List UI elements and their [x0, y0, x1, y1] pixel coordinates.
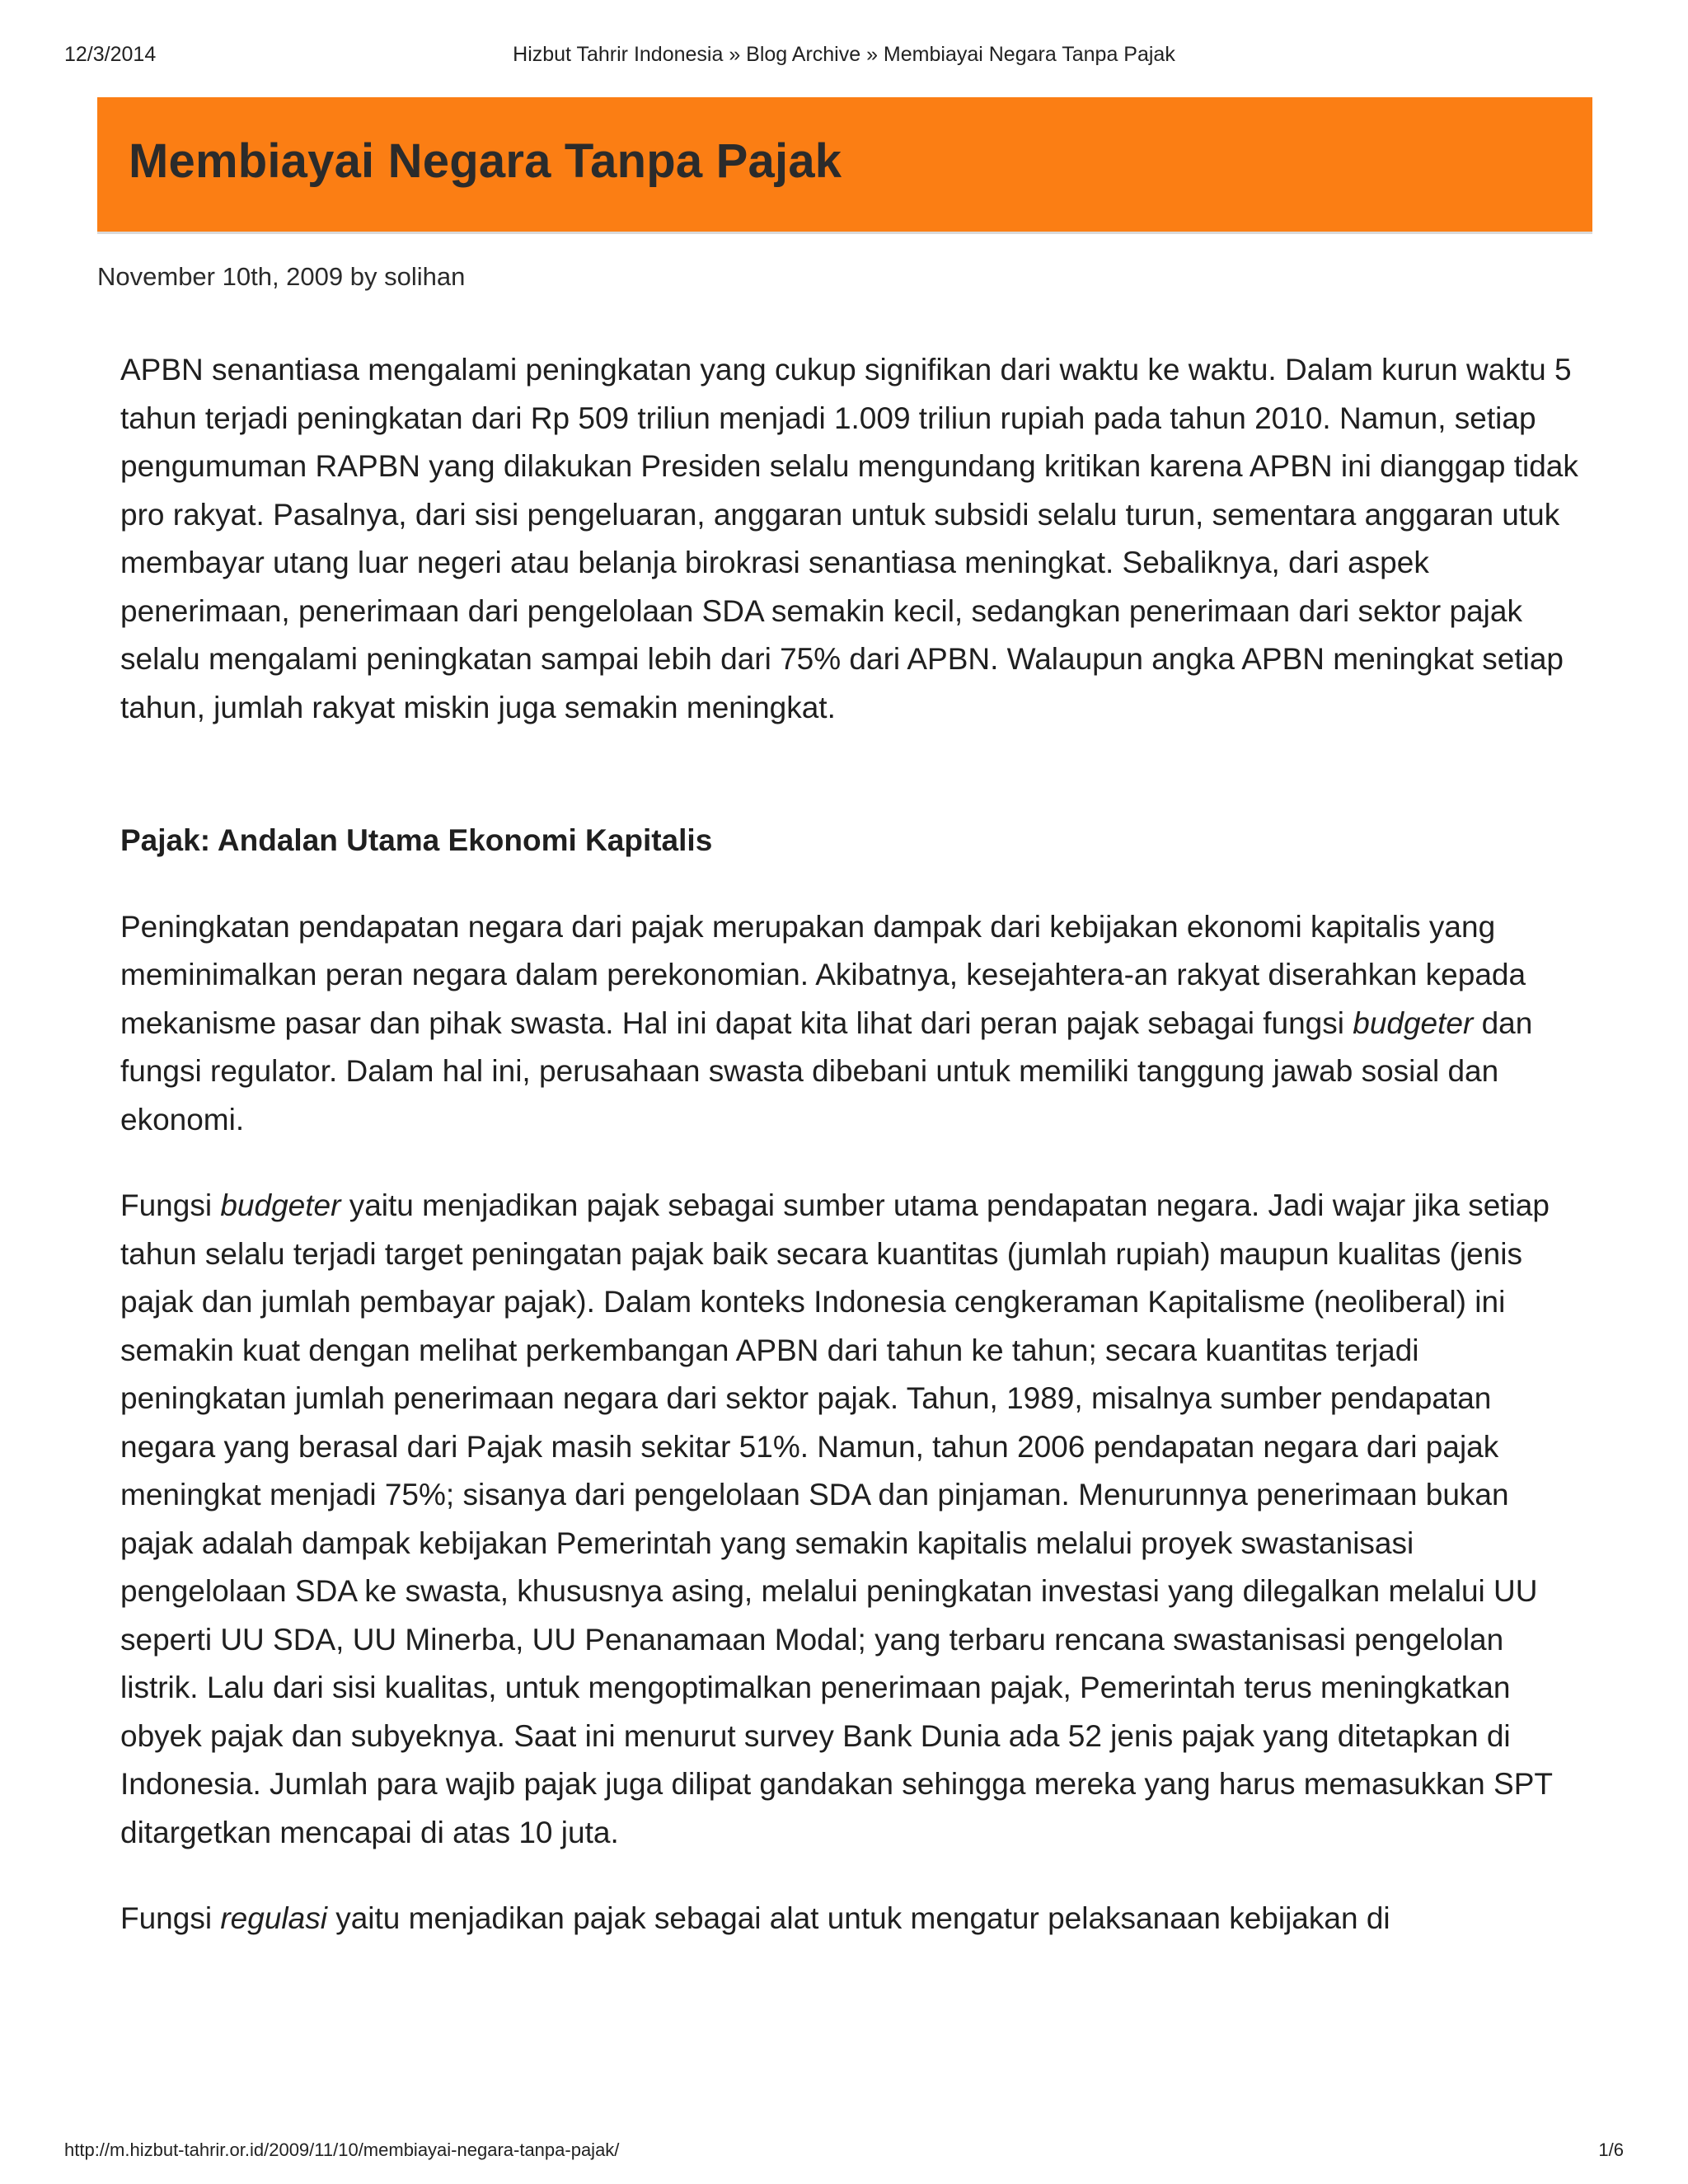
section-heading: Pajak: Andalan Utama Ekonomi Kapitalis	[120, 823, 713, 857]
print-page-title: Hizbut Tahrir Indonesia » Blog Archive » Membiayai Negara Tanpa Pajak	[513, 43, 1175, 66]
italic-term: regulasi	[220, 1901, 327, 1935]
article-title: Membiayai Negara Tanpa Pajak	[129, 134, 842, 188]
paragraph-text: Peningkatan pendapatan negara dari pajak merupakan dampak dari kebijakan ekonomi kapitalis yang meminimalkan peran negara dalam perekonomian. Akibatnya, kesejahtera-an rakyat diserahkan kepada mekanisme pasar dan pihak swasta. Hal ini dapat kita lihat dari peran pajak sebagai fungsi	[120, 909, 1526, 1040]
print-date: 12/3/2014	[64, 43, 157, 66]
paragraph-text: yaitu menjadikan pajak sebagai sumber utama pendapatan negara. Jadi wajar jika setiap tahun selalu terjadi target peningatan pajak baik secara kuantitas (jumlah rupiah) maupun kualitas (jenis pajak dan jumlah pembayar pajak). Dalam konteks Indonesia cengkeraman Kapitalisme (neoliberal) ini semakin kuat dengan melihat perkembangan APBN dari tahun ke tahun; secara kuantitas terjadi peningkatan jumlah penerimaan negara dari sektor pajak. Tahun, 1989, misalnya sumber pendapatan negara yang berasal dari Pajak masih sekitar 51%. Namun, tahun 2006 pendapatan negara dari pajak meningkat menjadi 75%; sisanya dari pengelolaan SDA dan pinjaman. Menurunnya penerimaan bukan pajak adalah dampak kebijakan Pemerintah yang semakin kapitalis melalui proyek swastanisasi pengelolaan SDA ke swasta, khususnya asing, melalui peningkatan investasi yang dilegalkan melalui UU seperti UU SDA, UU Minerba, UU Penanamaan Modal; yang terbaru rencana swastanisasi pengelolan listrik. Lalu dari sisi kualitas, untuk mengoptimalkan penerimaan pajak, Pemerintah terus meningkatkan obyek pajak dan subyeknya. Saat ini menurut survey Bank Dunia ada 52 jenis pajak yang ditetapkan di Indonesia. Jumlah para wajib pajak juga dilipat gandakan sehingga mereka yang harus memasukkan SPT ditargetkan mencapai di atas 10 juta.	[120, 1188, 1553, 1849]
paragraph-text: Fungsi	[120, 1901, 221, 1935]
paragraph-regulasi-function	[120, 1895, 1587, 1943]
paragraph-budgeter-intro	[120, 903, 1587, 1145]
paragraph-text: Fungsi	[120, 1188, 221, 1222]
italic-term: budgeter	[220, 1188, 341, 1222]
page-number: 1/6	[1598, 2139, 1624, 2160]
print-header	[64, 43, 1624, 76]
italic-term: budgeter	[1353, 1005, 1474, 1040]
title-banner	[97, 97, 1592, 232]
paragraph-text: yaitu menjadikan pajak sebagai alat untuk mengatur pelaksanaan kebijakan di	[326, 1901, 1390, 1935]
paragraph-budgeter-function	[120, 1182, 1587, 1857]
article-body	[120, 346, 1587, 1981]
page-url: http://m.hizbut-tahrir.or.id/2009/11/10/membiayai-negara-tanpa-pajak/	[64, 2139, 620, 2160]
lead-paragraph: APBN senantiasa mengalami peningkatan yang cukup signifikan dari waktu ke waktu. Dalam kurun waktu 5 tahun terjadi peningkatan dari Rp 509 triliun menjadi 1.009 triliun rupiah pada tahun 2010. Namun, setiap pengumuman RAPBN yang dilakukan Presiden selalu mengundang kritikan karena APBN ini dianggap tidak pro rakyat. Pasalnya, dari sisi pengeluaran, anggaran untuk subsidi selalu turun, sementara anggaran utuk membayar utang luar negeri atau belanja birokrasi senantiasa meningkat. Sebaliknya, dari aspek penerimaan, penerimaan dari pengelolaan SDA semakin kecil, sedangkan penerimaan dari sektor pajak selalu mengalami peningkatan sampai lebih dari 75% dari APBN. Walaupun angka APBN meningkat setiap tahun, jumlah rakyat miskin juga semakin meningkat.	[120, 353, 1578, 724]
paragraph-text: dan fungsi regulator. Dalam hal ini, perusahaan swasta dibebani untuk memiliki tanggung jawab sosial dan ekonomi.	[120, 1005, 1533, 1137]
post-meta: November 10th, 2009 by solihan	[97, 262, 466, 291]
